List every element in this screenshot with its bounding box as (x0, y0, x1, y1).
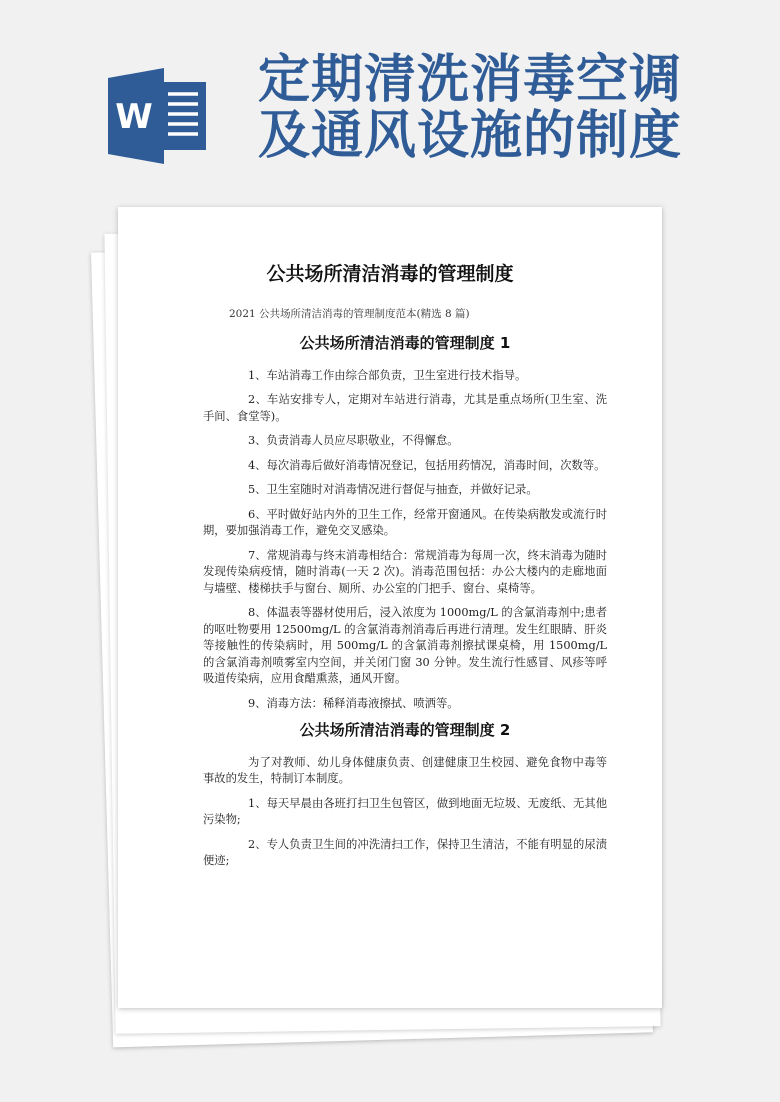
banner-line-2: 及通风设施的制度 (258, 105, 683, 166)
banner-line-1: 定期清洗消毒空调 (258, 49, 683, 110)
paragraph: 2、车站安排专人，定期对车站进行消毒，尤其是重点场所(卫生室、洗手间、食堂等)。 (203, 393, 607, 423)
paragraph: 1、车站消毒工作由综合部负责，卫生室进行技术指导。 (248, 368, 527, 382)
document-title: 公共场所清洁消毒的管理制度 (266, 263, 514, 285)
paragraph: 2、专人负责卫生间的冲洗清扫工作，保持卫生清洁，不能有明显的尿渍便迹; (203, 837, 607, 867)
section-heading: 公共场所清洁消毒的管理制度 2 (299, 721, 511, 739)
paragraph: 7、常规消毒与终末消毒相结合：常规消毒为每周一次，终末消毒为随时发现传染病疫情，随时消毒(一天 2 次)。消毒范围包括：办公大楼内的走廊地面与墙壁、楼梯扶手与窗台、厕所、办公室的门把手、窗台、桌椅等。 (203, 548, 607, 595)
document-subtitle: 2021 公共场所清洁消毒的管理制度范本(精选 8 篇) (229, 308, 470, 320)
section-heading: 公共场所清洁消毒的管理制度 1 (299, 334, 511, 352)
paragraph: 8、体温表等器材使用后，浸入浓度为 1000mg/L 的含氯消毒剂中;患者的呕吐物要用 12500mg/L 的含氯消毒剂消毒后再进行清理。发生红眼睛、肝炎等接触性的传染病时，用 500mg/L 的含氯消毒剂擦拭课桌椅，用 1500mg/L 的含氯消毒剂喷雾室内空间，并关闭门窗 30 分钟。发生流行性感冒、风疹等呼吸道传染病，应用食醋熏蒸，通风开窗。 (203, 606, 607, 685)
paragraph: 3、负责消毒人员应尽职敬业，不得懈怠。 (248, 434, 459, 447)
document-page (118, 207, 662, 1008)
paragraph: 6、平时做好站内外的卫生工作，经常开窗通风。在传染病散发或流行时期，要加强消毒工作，避免交叉感染。 (203, 507, 607, 537)
document-content (203, 333, 607, 878)
word-logo-icon (108, 68, 208, 164)
banner-title (258, 49, 683, 166)
paragraph: 4、每次消毒后做好消毒情况登记，包括用药情况，消毒时间，次数等。 (248, 458, 606, 472)
paragraph: 5、卫生室随时对消毒情况进行督促与抽查，并做好记录。 (248, 483, 538, 496)
logo-letter: W (115, 97, 153, 137)
paragraph: 9、消毒方法：稀释消毒液擦拭、喷洒等。 (248, 696, 459, 710)
paragraph: 为了对教师、幼儿身体健康负责、创建健康卫生校园、避免食物中毒等事故的发生，特制订本制度。 (203, 755, 607, 785)
paragraph: 1、每天早晨由各班打扫卫生包管区，做到地面无垃圾、无废纸、无其他污染物; (203, 796, 607, 826)
